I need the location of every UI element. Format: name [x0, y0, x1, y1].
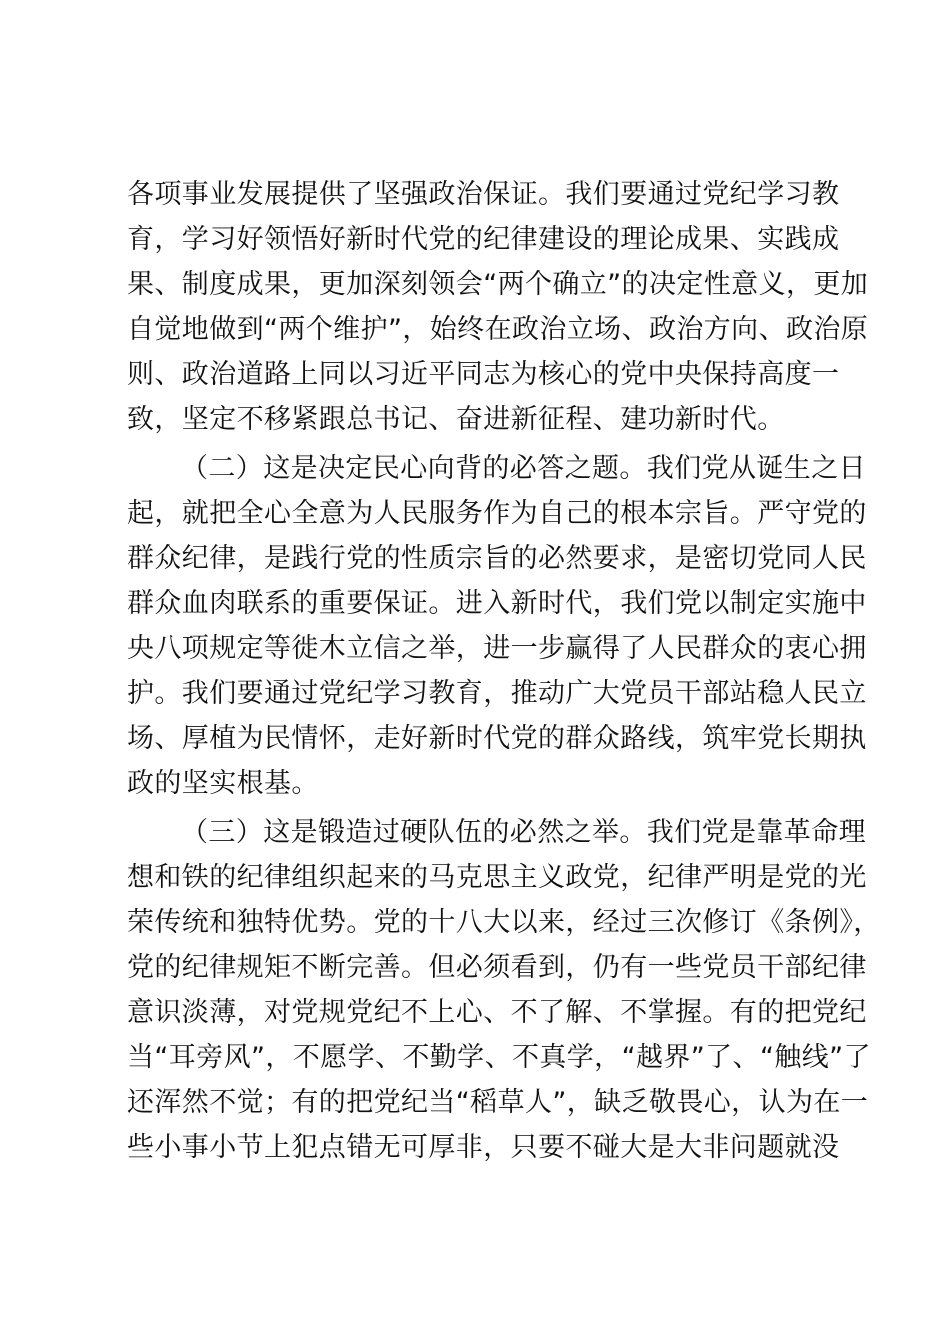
text-line: 央八项规定等徙木立信之举，进一步赢得了人民群众的衷心拥 [127, 633, 867, 664]
text-line: 荣传统和独特优势。党的十八大以来，经过三次修订《条例》， [127, 907, 881, 938]
text-line: 则、政治道路上同以习近平同志为核心的党中央保持高度一 [127, 359, 840, 390]
text-line: 致，坚定不移紧跟总书记、奋进新征程、建功新时代。 [127, 404, 785, 435]
text-line: 育，学习好领悟好新时代党的纪律建设的理论成果、实践成 [127, 224, 840, 255]
text-line: 场、厚植为民情怀，走好新时代党的群众路线，筑牢党长期执 [127, 723, 867, 754]
text-line: 起，就把全心全意为人民服务作为自己的根本宗旨。严守党的 [127, 498, 867, 529]
text-line: 意识淡薄，对党规党纪不上心、不了解、不掌握。有的把党纪 [127, 997, 867, 1028]
paragraph-heading-line: （二）这是决定民心向背的必答之题。我们党从诞生之日 [181, 453, 866, 484]
text-line: 自觉地做到“两个维护”，始终在政治立场、政治方向、政治原 [127, 314, 869, 345]
text-line: 党的纪律规矩不断完善。但必须看到，仍有一些党员干部纪律 [127, 952, 867, 983]
text-line: 还浑然不觉；有的把党纪当“稻草人”，缺乏敬畏心，认为在一 [127, 1087, 869, 1118]
text-line: 想和铁的纪律组织起来的马克思主义政党，纪律严明是党的光 [127, 862, 867, 893]
text-line: 政的坚实根基。 [127, 768, 319, 799]
text-line: 群众血肉联系的重要保证。进入新时代，我们党以制定实施中 [127, 588, 867, 619]
text-line: 些小事小节上犯点错无可厚非，只要不碰大是大非问题就没 [127, 1132, 840, 1163]
text-line: 果、制度成果，更加深刻领会“两个确立”的决定性意义，更加 [127, 269, 869, 300]
paragraph-heading-line: （三）这是锻造过硬队伍的必然之举。我们党是靠革命理 [181, 817, 866, 848]
text-line: 群众纪律，是践行党的性质宗旨的必然要求，是密切党同人民 [127, 543, 867, 574]
text-line: 各项事业发展提供了坚强政治保证。我们要通过党纪学习教 [127, 179, 840, 210]
text-line: 护。我们要通过党纪学习教育，推动广大党员干部站稳人民立 [127, 678, 867, 709]
text-line: 当“耳旁风”，不愿学、不勤学、不真学，“越界”了、“触线”了 [127, 1042, 871, 1073]
body-text [127, 172, 881, 1170]
